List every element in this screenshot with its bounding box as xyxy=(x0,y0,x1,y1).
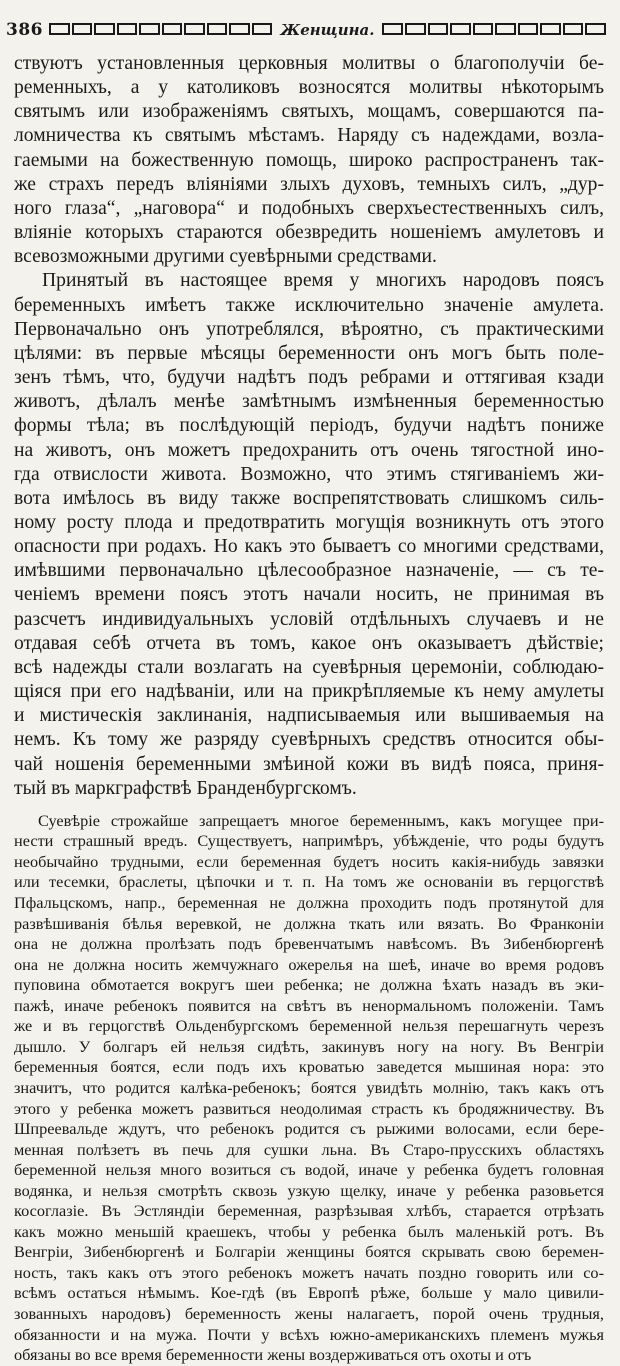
text-line: Первоначально онъ употреблялся, вѣроятно, съ практическими xyxy=(14,318,604,340)
text-line: значитъ, что родится калѣка-ребенокъ; боятся увидѣть молнію, такъ какъ отъ xyxy=(14,1077,604,1097)
main-body-text xyxy=(6,52,606,801)
text-line: гаемыми на божественную помощь, широко распространенъ так- xyxy=(14,149,604,171)
text-line: менная полѣзетъ въ печь для сушки льна. Въ Старо-прусскихъ областяхъ xyxy=(14,1139,604,1159)
text-line: ченіемъ времени поясъ этотъ начали носить, не принимая въ xyxy=(14,584,604,606)
text-line: косоглазіе. Въ Эстляндіи беременная, разрѣзывая хлѣбъ, старается отрѣзать xyxy=(14,1201,604,1221)
text-line: разсчетъ индивидуальныхъ условій отдѣльныхъ случаевъ и не xyxy=(14,608,604,630)
text-line: этого у ребенка можетъ развиться неодолимая страсть къ бродяжничеству. Въ xyxy=(14,1098,604,1118)
text-line: ному росту плода и предотвратить могущія возникнуть отъ этого xyxy=(14,511,604,533)
text-line: развѣшиванія бѣлья веревкой, не должна ткать или вязать. Во Франконіи xyxy=(14,913,604,933)
text-line: чай ношенія беременными змѣиной кожи въ видѣ пояса, приня- xyxy=(14,753,604,775)
text-line: щіяся при его надѣваніи, или на прикрѣпляемые къ нему амулеты xyxy=(14,681,604,703)
text-line: ременныхъ, а у католиковъ возносятся молитвы нѣкоторымъ xyxy=(14,77,604,99)
text-line: ного глаза“, „наговора“ и подобныхъ сверхъестественныхъ силъ, xyxy=(14,197,604,219)
right-ornament-border xyxy=(382,22,606,38)
text-line: святымъ или изображеніямъ святыхъ, мощамъ, совершаются па- xyxy=(14,101,604,123)
text-line: пуповина обмотается вокругъ шеи ребенка; не должна ѣхать назадъ въ эки- xyxy=(14,975,604,995)
paragraph xyxy=(14,52,604,269)
page-number: 386 xyxy=(6,20,43,40)
text-line: или тесемки, браслеты, цѣпочки и т. п. На томъ же основаніи въ герцогствѣ xyxy=(14,872,604,892)
text-line: она не должна пролѣзать подъ бревенчатымъ навѣсомъ. Въ Зибенбюргенѣ xyxy=(14,934,604,954)
text-line: беременныхъ имѣетъ также исключительно значеніе амулета. xyxy=(14,294,604,316)
text-line: же страхъ передъ вліяніями злыхъ духовъ, темныхъ силъ, „дур- xyxy=(14,173,604,195)
text-line: опасности при родахъ. Но какъ это бываетъ со многими средствами, xyxy=(14,536,604,558)
text-line: гда отвислости живота. Возможно, что этимъ стягиваніемъ жи- xyxy=(14,463,604,485)
text-line: обязанности и на мужа. Почти у всѣхъ южно-американскихъ племенъ мужья xyxy=(14,1324,604,1344)
paragraph xyxy=(14,269,604,800)
text-line: какъ можно меньшій краешекъ, чтобы у ребенка былъ маленькій ротъ. Въ xyxy=(14,1221,604,1241)
text-line: вота имѣлось въ виду также воспрепятствовать слишкомъ силь- xyxy=(14,487,604,509)
text-line: имѣвшими первоначально цѣлесообразное назначеніе, — съ те- xyxy=(14,560,604,582)
text-line: нести страшный вредъ. Существуетъ, напримѣръ, убѣжденіе, что роды будутъ xyxy=(14,831,604,851)
text-line: всѣмъ остаться нѣмымъ. Кое-гдѣ (въ Европѣ рѣже, больше у мало цивили- xyxy=(14,1283,604,1303)
text-line: ломничества къ святымъ мѣстамъ. Наряду съ надеждами, возла- xyxy=(14,125,604,147)
text-line: она не должна носить жемчужнаго ожерелья на шеѣ, иначе во время родовъ xyxy=(14,954,604,974)
text-line: формы тѣла; въ послѣдующій періодъ, будучи надѣтъ пониже xyxy=(14,415,604,437)
text-line: тый въ маркграфствѣ Бранденбургскомъ. xyxy=(14,777,357,799)
text-line: же и въ герцогствѣ Ольденбургскомъ беременной нельзя перешагнуть черезъ xyxy=(14,1016,604,1036)
text-line: ствуютъ установленныя церковныя молитвы о благополучіи бе- xyxy=(14,53,604,74)
text-line: необычайно трудными, если беременная будетъ носить какія-нибудь завязки xyxy=(14,851,604,871)
text-line: животъ, дѣлалъ менѣе замѣтнымъ измѣненныя беременностью xyxy=(14,391,604,413)
text-line: Суевѣріе строжайше запрещаетъ многое беременнымъ, какъ могущее при- xyxy=(38,810,604,830)
text-line: Шпреевальде ждутъ, что ребенокъ родится съ рыжими волосами, если бере- xyxy=(14,1119,604,1139)
text-line: ность, такъ какъ отъ этого ребенокъ можетъ начать поздно говорить или со- xyxy=(14,1262,604,1282)
text-line: водянка, и нельзя смотрѣть сквозь узкую щелку, иначе у ребенка разовьется xyxy=(14,1180,604,1200)
text-line: зованныхъ народовъ) беременность жены налагаетъ, порой очень трудныя, xyxy=(14,1303,604,1323)
paragraph xyxy=(14,811,604,1366)
text-line: немъ. Къ тому же разряду суевѣрныхъ средствъ относится обы- xyxy=(14,729,604,751)
small-print-paragraph xyxy=(6,811,606,1366)
running-title: Женщина. xyxy=(280,21,375,39)
page-header xyxy=(6,16,606,44)
text-line: беременныя боятся, если подъ ихъ кроватью заведется мышиная нора: это xyxy=(14,1057,604,1077)
text-line: на животъ, онъ можетъ предохранить отъ очень тягостной ино- xyxy=(14,439,604,461)
text-line: и мистическія заклинанія, надписываемыя или вышиваемыя на xyxy=(14,705,604,727)
text-line: всевозможными другими суевѣрными средствами. xyxy=(14,246,437,268)
left-ornament-border xyxy=(49,22,273,38)
text-line: пажѣ, иначе ребенокъ появится на свѣтъ въ ненормальномъ положеніи. Тамъ xyxy=(14,995,604,1015)
text-line: обязаны во все время беременности жены воздерживаться отъ охоты и отъ xyxy=(14,1345,532,1365)
text-line: дышло. У болгаръ ей нельзя сидѣть, закинувъ ногу на ногу. Въ Венгріи xyxy=(14,1036,604,1056)
text-line: отдавая себѣ отчета въ томъ, какое онъ оказываетъ дѣйствіе; xyxy=(14,632,604,654)
text-line: цѣлями: въ первые мѣсяцы беременности онъ могъ быть поле- xyxy=(14,342,604,364)
text-line: Венгріи, Зибенбюргенѣ и Болгаріи женщины боятся скрывать свою беремен- xyxy=(14,1242,604,1262)
text-line: зенъ тѣмъ, что, будучи надѣтъ подъ ребрами и оттягивая кзади xyxy=(14,367,604,389)
text-line: Пфальцскомъ, напр., беременная не должна проходить подъ протянутой для xyxy=(14,893,604,913)
text-line: Принятый въ настоящее время у многихъ народовъ поясъ xyxy=(42,270,604,292)
text-line: беременной нельзя много возиться съ водой, иначе у ребенка будетъ головная xyxy=(14,1160,604,1180)
text-line: всѣ надежды стали возлагать на суевѣрныя церемоніи, соблюдаю- xyxy=(14,656,604,678)
text-line: вліяніе которыхъ стараются обезвредить ношеніемъ амулетовъ и xyxy=(14,222,604,244)
